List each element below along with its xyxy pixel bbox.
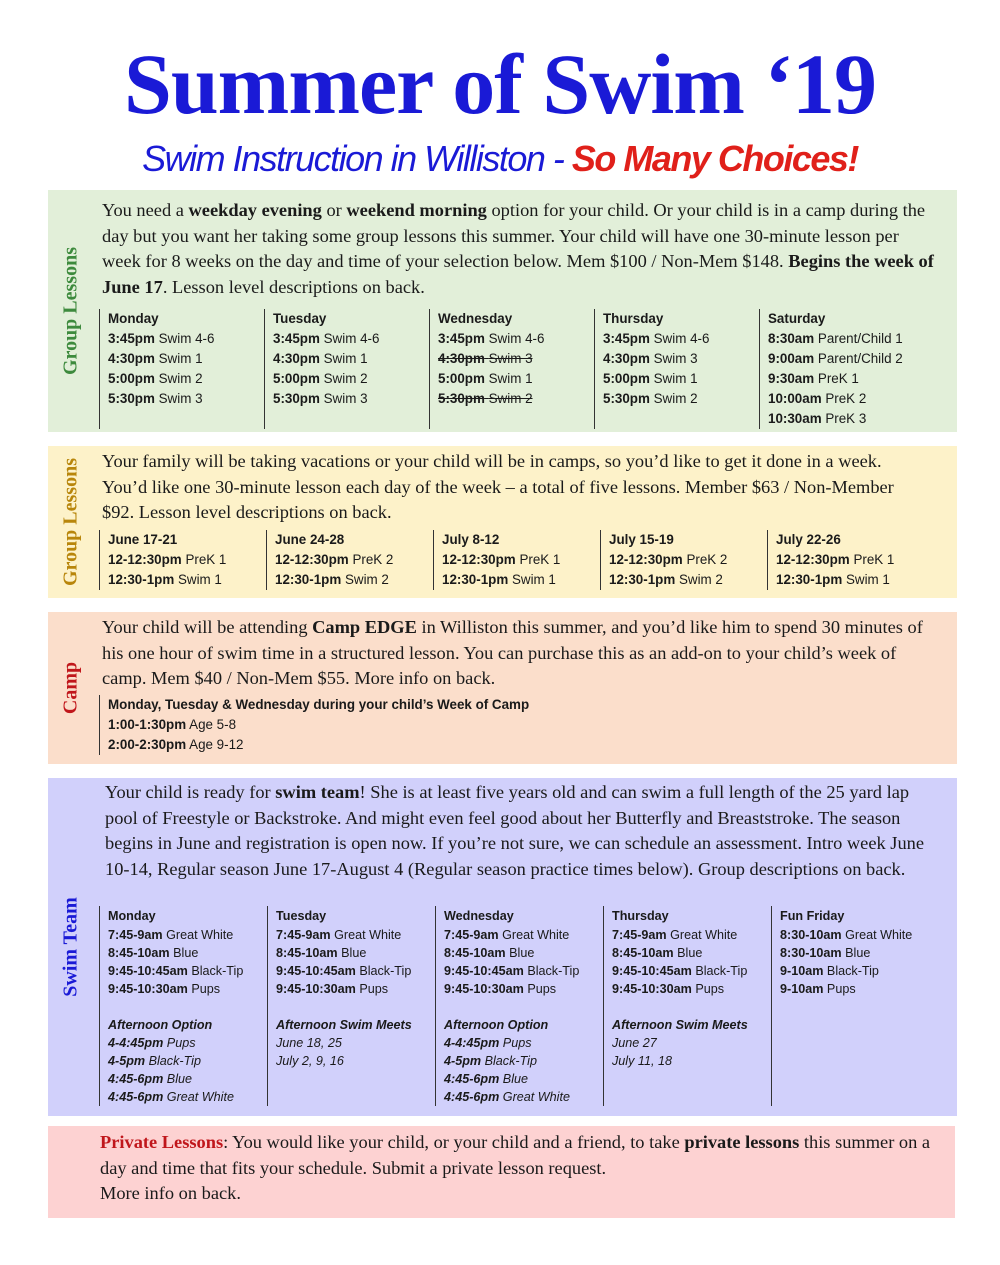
row-label: Great White	[502, 1090, 570, 1104]
schedule-row	[444, 1034, 603, 1052]
row-time: 3:45pm	[438, 331, 485, 346]
row-time: 8:45-10am	[612, 946, 674, 960]
schedule-row	[276, 1034, 435, 1052]
row-label: Great White	[166, 928, 234, 942]
schedule-row	[273, 389, 429, 409]
row-time: 12-12:30pm	[275, 552, 349, 567]
row-label: Swim 2	[488, 391, 533, 406]
schedule-row	[768, 349, 924, 369]
schedule-row	[108, 1070, 267, 1088]
schedule-row	[444, 1088, 603, 1106]
text-run: Camp EDGE	[312, 617, 417, 637]
row-label: July 11, 18	[612, 1054, 672, 1068]
row-label: PreK 1	[817, 371, 859, 386]
text-run: weekday evening	[188, 200, 322, 220]
row-label: Black-Tip	[484, 1054, 537, 1068]
row-label: Swim 4-6	[488, 331, 545, 346]
page-subtitle	[0, 134, 1000, 184]
schedule-row	[276, 962, 435, 980]
row-time: Afternoon Swim Meets	[276, 1018, 412, 1032]
schedule-row	[780, 980, 939, 998]
row-time: 10:00am	[768, 391, 822, 406]
text-run: : You would like your child, or your child and a friend, to take	[223, 1132, 685, 1152]
row-time: 12:30-1pm	[275, 572, 342, 587]
column-header: July 8-12	[442, 532, 500, 547]
row-label: Parent/Child 2	[817, 351, 903, 366]
schedule-row	[108, 369, 264, 389]
row-time: 5:00pm	[603, 371, 650, 386]
row-label: Swim 1	[323, 351, 368, 366]
row-label: Swim 1	[158, 351, 203, 366]
row-time: 7:45-9am	[108, 928, 163, 942]
camp-panel	[48, 612, 957, 764]
row-label: Pups	[527, 982, 557, 996]
schedule-row	[438, 329, 594, 349]
schedule-row	[276, 926, 435, 944]
row-time: 3:45pm	[108, 331, 155, 346]
subtitle-main: Swim Instruction in Williston -	[142, 138, 572, 179]
schedule-row	[603, 329, 759, 349]
row-label: Pups	[359, 982, 389, 996]
text-run: Your child will be attending	[102, 617, 313, 637]
row-time: 2:00-2:30pm	[108, 737, 187, 752]
schedule-row	[768, 329, 924, 349]
text-run: option for your child. Or your child is in a camp during the day but you want her taking some group lessons this summer. Your child will have one 30-minute lesson per week for 8 weeks on the day and time of your selection below. Mem $100 / Non-Mem $148.	[102, 200, 926, 271]
row-time: 5:00pm	[108, 371, 155, 386]
column-header: July 22-26	[776, 532, 841, 547]
row-time: 9:00am	[768, 351, 815, 366]
schedule-column	[603, 906, 771, 1106]
row-time: 4:45-6pm	[444, 1072, 500, 1086]
row-time: 4:45-6pm	[108, 1090, 164, 1104]
text-run: . Lesson level descriptions on back.	[162, 276, 425, 297]
row-label: Pups	[166, 1036, 196, 1050]
schedule-row	[275, 570, 433, 590]
row-time: 4:30pm	[603, 351, 650, 366]
row-time: 12-12:30pm	[108, 552, 182, 567]
schedule-column	[99, 309, 264, 429]
schedule-row	[442, 570, 600, 590]
row-label: Pups	[826, 982, 856, 996]
schedule-row	[438, 369, 594, 389]
row-label: Swim 3	[653, 351, 698, 366]
subtitle-highlight: So Many Choices!	[571, 138, 858, 179]
row-label: Blue	[166, 1072, 193, 1086]
row-label: Pups	[502, 1036, 532, 1050]
text-run: in Williston this summer, and you’d like him to spend 30 minutes of his one hour of swim time in a structured lesson. You can purchase this as an add-on to your child’s week of camp. Mem $40 / Non-Mem $55. More info on back.	[102, 617, 923, 688]
schedule-row	[612, 1052, 771, 1070]
row-time: 12:30-1pm	[442, 572, 509, 587]
row-label: Swim 1	[488, 371, 533, 386]
row-label: Swim 1	[177, 572, 222, 587]
schedule-column	[771, 906, 939, 1106]
group-lessons-week-panel	[48, 446, 957, 598]
schedule-row	[776, 570, 934, 590]
group-weekly-schedule	[99, 309, 924, 429]
row-label: Great White	[502, 928, 570, 942]
schedule-row	[444, 944, 603, 962]
row-time: 4-5pm	[108, 1054, 146, 1068]
schedule-row	[444, 926, 603, 944]
row-label: Swim 3	[323, 391, 368, 406]
column-header: Thursday	[603, 311, 664, 326]
schedule-row	[444, 1052, 603, 1070]
row-time: 4-5pm	[444, 1054, 482, 1068]
row-time: 1:00-1:30pm	[108, 717, 187, 732]
schedule-row	[612, 998, 771, 1016]
row-label: Black-Tip	[148, 1054, 201, 1068]
schedule-column	[99, 695, 699, 755]
row-time: 4-4:45pm	[108, 1036, 164, 1050]
swim-team-schedule	[99, 906, 939, 1106]
row-time: 3:45pm	[273, 331, 320, 346]
row-label: Great White	[166, 1090, 234, 1104]
row-time: 12-12:30pm	[609, 552, 683, 567]
row-label: PreK 1	[185, 552, 227, 567]
row-time: 7:45-9am	[276, 928, 331, 942]
schedule-column	[99, 906, 267, 1106]
schedule-row	[276, 980, 435, 998]
schedule-row	[276, 1016, 435, 1034]
schedule-row	[768, 369, 924, 389]
row-label: Black-Tip	[359, 964, 412, 978]
schedule-row	[442, 550, 600, 570]
schedule-row	[108, 735, 699, 755]
schedule-row	[444, 1016, 603, 1034]
row-time: 7:45-9am	[444, 928, 499, 942]
side-label-swim-team: Swim Team	[59, 897, 82, 997]
schedule-row	[108, 715, 699, 735]
row-label: PreK 3	[825, 411, 867, 426]
row-time: 4:45-6pm	[444, 1090, 500, 1104]
row-time: 5:30pm	[603, 391, 650, 406]
schedule-row	[273, 369, 429, 389]
row-label: PreK 2	[352, 552, 394, 567]
schedule-row	[108, 389, 264, 409]
row-time: 8:30-10am	[780, 928, 842, 942]
row-label: PreK 1	[519, 552, 561, 567]
row-time: 9:45-10:45am	[108, 964, 188, 978]
schedule-row	[612, 1016, 771, 1034]
schedule-column	[433, 530, 600, 590]
row-label: June 27	[612, 1036, 657, 1050]
row-time: Afternoon Option	[108, 1018, 213, 1032]
column-header: Tuesday	[276, 909, 327, 923]
row-time: 5:00pm	[273, 371, 320, 386]
schedule-row	[108, 570, 266, 590]
row-label: Swim 2	[653, 391, 698, 406]
row-time: 9:45-10:30am	[444, 982, 524, 996]
schedule-row	[108, 1034, 267, 1052]
side-label-camp: Camp	[59, 661, 82, 715]
row-label: Blue	[677, 946, 703, 960]
row-label: PreK 2	[825, 391, 867, 406]
row-label: Parent/Child 1	[817, 331, 903, 346]
row-label: Black-Tip	[695, 964, 748, 978]
text-run: ! She is at least five years old and can swim a full length of the 25 yard lap pool of Freestyle or Backstroke. And might even feel good about her Butterfly and Breaststroke. The season begins in June and registration is open now. If you’re not sure, we can schedule an assessment. Intro week June 10-14, Regular season June 17-August 4 (Regular season practice times below). Group descriptions on back.	[105, 782, 925, 879]
column-header: June 17-21	[108, 532, 178, 547]
schedule-column	[759, 309, 924, 429]
schedule-column	[767, 530, 934, 590]
row-time: 9-10am	[780, 964, 824, 978]
schedule-row	[108, 926, 267, 944]
schedule-column	[266, 530, 433, 590]
column-header: Tuesday	[273, 311, 327, 326]
schedule-column	[99, 530, 266, 590]
row-label: PreK 2	[686, 552, 728, 567]
schedule-row	[108, 550, 266, 570]
row-time: 4:45-6pm	[108, 1072, 164, 1086]
row-time: 4-4:45pm	[444, 1036, 500, 1050]
row-time: 8:45-10am	[108, 946, 170, 960]
row-time: 9:45-10:45am	[612, 964, 692, 978]
camp-intro	[102, 615, 942, 692]
row-label: Blue	[502, 1072, 529, 1086]
group-weekly-intro	[102, 198, 942, 300]
column-header: June 24-28	[275, 532, 345, 547]
schedule-row	[108, 980, 267, 998]
row-label: Pups	[695, 982, 725, 996]
row-label: Swim 1	[511, 572, 556, 587]
row-time: 8:45-10am	[444, 946, 506, 960]
schedule-row	[438, 349, 594, 369]
private-lessons-intro	[100, 1130, 940, 1207]
row-label: Swim 1	[653, 371, 698, 386]
row-label: Great White	[670, 928, 738, 942]
schedule-row	[780, 944, 939, 962]
column-header: July 15-19	[609, 532, 674, 547]
schedule-row	[444, 980, 603, 998]
text-run: private lessons	[684, 1132, 800, 1152]
schedule-row	[603, 389, 759, 409]
column-header: Wednesday	[438, 311, 513, 326]
page-title: Summer of Swim ‘19	[124, 36, 876, 132]
schedule-row	[780, 926, 939, 944]
schedule-row	[768, 389, 924, 409]
camp-schedule	[99, 695, 699, 755]
schedule-row	[108, 1088, 267, 1106]
schedule-row	[108, 349, 264, 369]
schedule-row	[444, 998, 603, 1016]
row-time: 9:45-10:45am	[276, 964, 356, 978]
column-header: Wednesday	[444, 909, 514, 923]
schedule-row	[444, 962, 603, 980]
schedule-column	[264, 309, 429, 429]
schedule-row	[276, 944, 435, 962]
schedule-row	[612, 926, 771, 944]
row-time: 12-12:30pm	[442, 552, 516, 567]
row-label: Great White	[334, 928, 402, 942]
row-label: Swim 1	[845, 572, 890, 587]
row-label: Blue	[509, 946, 535, 960]
row-label: Swim 2	[344, 572, 389, 587]
row-time: Afternoon Swim Meets	[612, 1018, 748, 1032]
row-label: Swim 4-6	[653, 331, 710, 346]
schedule-row	[108, 1016, 267, 1034]
schedule-column	[267, 906, 435, 1106]
row-label: Age 9-12	[189, 737, 244, 752]
schedule-row	[108, 329, 264, 349]
row-label: June 18, 25	[276, 1036, 342, 1050]
row-label: Swim 2	[323, 371, 368, 386]
row-time: 9-10am	[780, 982, 824, 996]
row-label: Swim 3	[158, 391, 203, 406]
row-label: Black-Tip	[826, 964, 879, 978]
schedule-row	[768, 409, 924, 429]
text-run: Your child is ready for	[105, 782, 276, 802]
schedule-row	[276, 1052, 435, 1070]
row-time: 5:30pm	[108, 391, 155, 406]
row-time: 7:45-9am	[612, 928, 667, 942]
column-header: Monday	[108, 909, 156, 923]
row-time: 5:00pm	[438, 371, 485, 386]
row-time: 8:30am	[768, 331, 815, 346]
text-run: this summer on a day and time that fits your schedule. Submit a private lesson request.	[100, 1132, 931, 1178]
schedule-row	[273, 349, 429, 369]
row-time: 12:30-1pm	[609, 572, 676, 587]
row-label: Swim 3	[488, 351, 533, 366]
row-time: 9:45-10:30am	[276, 982, 356, 996]
schedule-row	[609, 570, 767, 590]
row-time: 9:45-10:30am	[612, 982, 692, 996]
row-label: Swim 4-6	[323, 331, 380, 346]
schedule-row	[609, 550, 767, 570]
swim-team-intro	[105, 780, 940, 882]
column-header: Saturday	[768, 311, 826, 326]
schedule-column	[600, 530, 767, 590]
swim-team-panel	[48, 778, 957, 1116]
row-time: 9:45-10:30am	[108, 982, 188, 996]
row-label: PreK 1	[853, 552, 895, 567]
row-time: 5:30pm	[438, 391, 485, 406]
side-label-group-weekly: Group Lessons	[59, 246, 82, 376]
schedule-row	[275, 550, 433, 570]
row-label: Age 5-8	[189, 717, 237, 732]
row-label: Black-Tip	[527, 964, 580, 978]
column-header: Monday, Tuesday & Wednesday during your child’s Week of Camp	[108, 697, 530, 712]
schedule-row	[276, 998, 435, 1016]
row-time: 5:30pm	[273, 391, 320, 406]
row-time: 12-12:30pm	[776, 552, 850, 567]
schedule-row	[108, 962, 267, 980]
schedule-row	[612, 1034, 771, 1052]
row-time: 8:30-10am	[780, 946, 842, 960]
row-time: 4:30pm	[108, 351, 155, 366]
schedule-row	[603, 369, 759, 389]
row-label: Swim 2	[158, 371, 203, 386]
row-time: 9:45-10:45am	[444, 964, 524, 978]
row-time: 10:30am	[768, 411, 822, 426]
row-label: Swim 2	[678, 572, 723, 587]
row-time: 4:30pm	[438, 351, 485, 366]
schedule-row	[603, 349, 759, 369]
schedule-row	[108, 998, 267, 1016]
row-time: 8:45-10am	[276, 946, 338, 960]
schedule-row	[612, 962, 771, 980]
text-run: Your family will be taking vacations or your child will be in camps, so you’d like to get it done in a week. You’d like one 30-minute lesson each day of the week – a total of five lessons. Member $63 / Non-Member $92. Lesson level descriptions on back.	[102, 451, 894, 522]
text-run: swim team	[275, 782, 360, 802]
schedule-column	[429, 309, 594, 429]
schedule-row	[612, 944, 771, 962]
row-label: Blue	[845, 946, 871, 960]
text-run: or	[321, 200, 347, 220]
row-time: 12:30-1pm	[108, 572, 175, 587]
group-week-intro	[102, 449, 922, 526]
row-label: July 2, 9, 16	[276, 1054, 344, 1068]
schedule-row	[612, 980, 771, 998]
column-header: Fun Friday	[780, 909, 845, 923]
row-time: 9:30am	[768, 371, 815, 386]
schedule-row	[776, 550, 934, 570]
text-run: You need a	[102, 200, 189, 220]
row-label: Swim 4-6	[158, 331, 215, 346]
group-lessons-weekly-panel	[48, 190, 957, 432]
row-label: Black-Tip	[191, 964, 244, 978]
column-header: Monday	[108, 311, 159, 326]
text-run: Begins the week of June 17	[102, 251, 934, 297]
column-header: Thursday	[612, 909, 669, 923]
row-time: 3:45pm	[603, 331, 650, 346]
row-label: Blue	[341, 946, 367, 960]
row-label: Great White	[845, 928, 913, 942]
row-label: Pups	[191, 982, 221, 996]
row-time: Afternoon Option	[444, 1018, 549, 1032]
row-time: 12:30-1pm	[776, 572, 843, 587]
schedule-row	[438, 389, 594, 409]
text-run: weekend morning	[346, 200, 487, 220]
side-label-group-week: Group Lessons	[59, 457, 82, 587]
schedule-row	[780, 962, 939, 980]
schedule-column	[594, 309, 759, 429]
row-label: Blue	[173, 946, 199, 960]
schedule-row	[108, 944, 267, 962]
schedule-row	[108, 1052, 267, 1070]
row-time: 4:30pm	[273, 351, 320, 366]
text-run: More info on back.	[100, 1183, 241, 1203]
schedule-row	[273, 329, 429, 349]
text-run: Private Lessons	[100, 1132, 224, 1152]
schedule-column	[435, 906, 603, 1106]
group-week-schedule	[99, 530, 934, 590]
schedule-row	[444, 1070, 603, 1088]
private-lessons-panel	[48, 1126, 955, 1218]
